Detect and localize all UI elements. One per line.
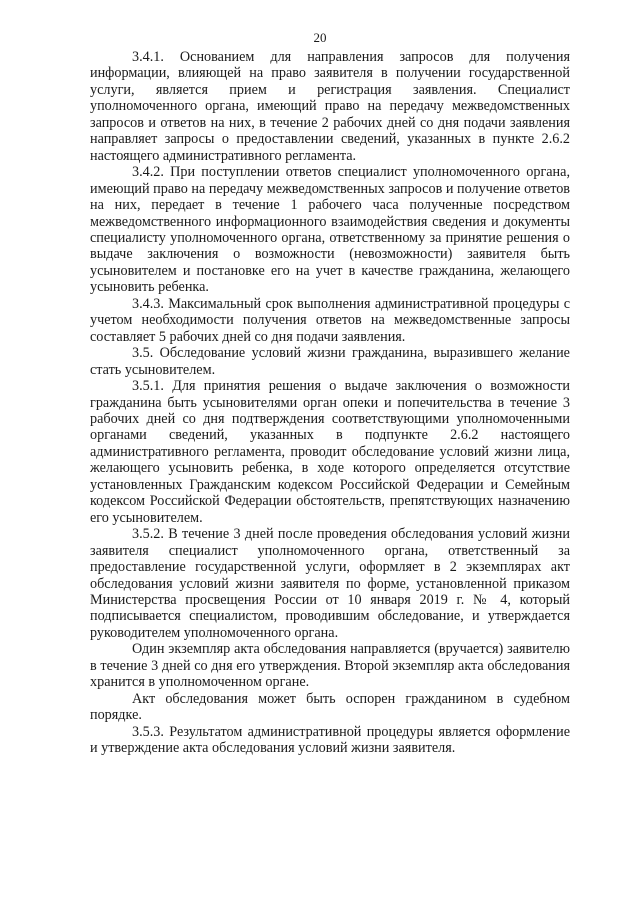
paragraph-3-4-1: 3.4.1. Основанием для направления запросов для получения информации, влияющей на право заявителя в получении государственной услуги, является прием и регистрация заявления. Специалист уполномоченного органа, имеющий право на передачу межведомственных запросов и ответов на них, в течение 2 рабочих дней со дня подачи заявления направляет запросы о предоставлении сведений, указанных в пункте 2.6.2 настоящего административного регламента. (90, 49, 570, 164)
paragraph-3-4-3: 3.4.3. Максимальный срок выполнения административной процедуры с учетом необходимости получения ответов на межведомственные запросы составляет 5 рабочих дней со дня подачи заявления. (90, 295, 570, 345)
paragraph-copy-delivery: Один экземпляр акта обследования направляется (вручается) заявителю в течение 3 дней со дня его утверждения. Второй экземпляр акта обследования хранится в уполномоченном органе. (90, 641, 570, 691)
paragraph-3-5: 3.5. Обследование условий жизни гражданина, выразившего желание стать усыновителем. (90, 345, 570, 378)
paragraph-3-4-2: 3.4.2. При поступлении ответов специалист уполномоченного органа, имеющий право на передачу межведомственных запросов и получение ответов на них, передает в течение 1 рабочего часа полученные посредством межведомственного информационного взаимодействия сведения и документы специалисту уполномоченного органа, ответственному за принятие решения о выдаче заключения о возможности (невозможности) заявителя быть усыновителем и постановке его на учет в качестве гражданина, желающего усыновить ребенка. (90, 164, 570, 296)
paragraph-3-5-2: 3.5.2. В течение 3 дней после проведения обследования условий жизни заявителя специалист уполномоченного органа, ответственный за предоставление государственной услуги, оформляет в 2 экземплярах акт обследования условий жизни заявителя по форме, установленной приказом Министерства просвещения России от 10 января 2019 г. № 4, который подписывается специалистом, проводившим обследование, и утверждается руководителем уполномоченного органа. (90, 526, 570, 641)
document-body (90, 49, 570, 756)
page-number: 20 (313, 30, 327, 45)
paragraph-3-5-1: 3.5.1. Для принятия решения о выдаче заключения о возможности гражданина быть усыновителями орган опеки и попечительства в течение 3 рабочих дней со дня подтверждения соответствующими уполномоченными органами сведений, указанных в подпункте 2.6.2 настоящего административного регламента, проводит обследование условий жизни лица, желающего усыновить ребенка, в ходе которого определяется отсутствие установленных Гражданским кодексом Российской Федерации и Семейным кодексом Российской Федерации обстоятельств, препятствующих назначению его усыновителем. (90, 378, 570, 526)
paragraph-3-5-3: 3.5.3. Результатом административной процедуры является оформление и утверждение акта обследования условий жизни заявителя. (90, 723, 570, 757)
paragraph-appeal: Акт обследования может быть оспорен гражданином в судебном порядке. (90, 690, 570, 724)
